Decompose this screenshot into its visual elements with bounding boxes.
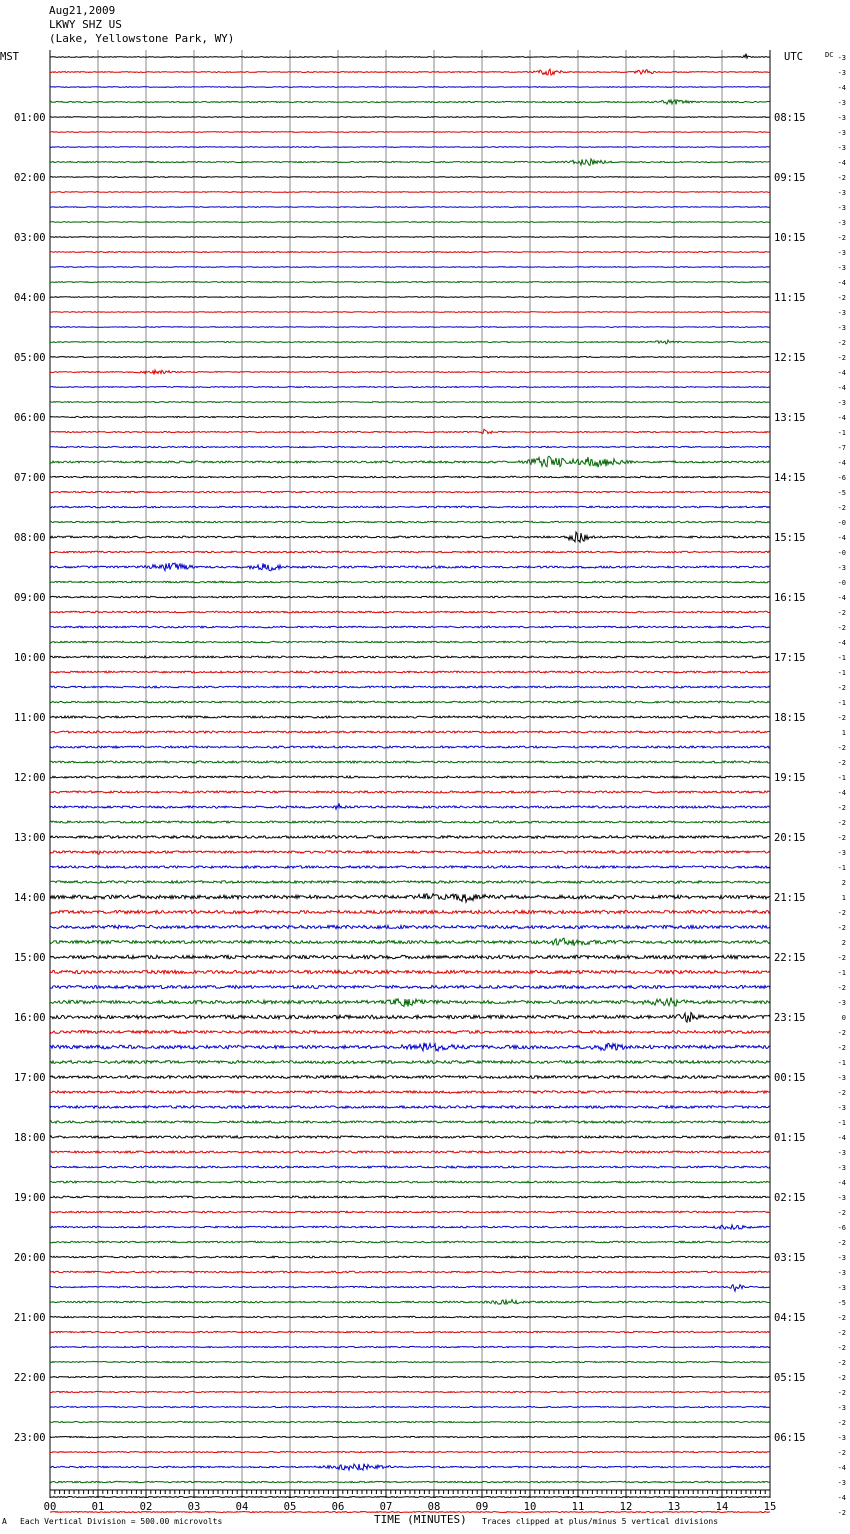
trace-row-71 <box>50 1121 770 1124</box>
trace-row-64 <box>50 1013 770 1023</box>
trace-row-81 <box>50 1271 770 1273</box>
trace-row-26 <box>50 446 770 447</box>
dc-offset-row-27: -4 <box>837 459 846 467</box>
trace-row-28 <box>50 476 770 478</box>
station-location: (Lake, Yellowstone Park, WY) <box>49 32 235 45</box>
trace-row-11 <box>50 222 770 223</box>
dc-offset-row-14: -3 <box>837 264 846 272</box>
dc-offset-row-59: 2 <box>841 939 846 947</box>
dc-offset-row-69: -2 <box>837 1089 846 1097</box>
utc-label-13:15: 13:15 <box>774 412 806 424</box>
trace-row-37 <box>50 611 770 613</box>
dc-offset-row-47: -2 <box>837 759 846 767</box>
dc-offset-row-44: -2 <box>837 714 846 722</box>
vertical-gridlines <box>50 50 770 1490</box>
dc-offset-row-43: -1 <box>837 699 846 707</box>
x-tick-label-06: 06 <box>331 1501 345 1513</box>
trace-row-23 <box>50 402 770 403</box>
dc-offset-row-37: -2 <box>837 609 846 617</box>
trace-row-79 <box>50 1241 770 1243</box>
x-axis-title: TIME (MINUTES) <box>374 1513 467 1526</box>
dc-offset-row-63: -3 <box>837 999 846 1007</box>
dc-offset-row-38: -2 <box>837 624 846 632</box>
trace-row-63 <box>50 998 770 1007</box>
trace-row-60 <box>50 955 770 959</box>
trace-row-33 <box>50 551 770 553</box>
mst-label-04:00: 04:00 <box>14 292 46 304</box>
trace-row-27 <box>50 456 770 467</box>
utc-label-20:15: 20:15 <box>774 832 806 844</box>
trace-row-41 <box>50 671 770 673</box>
trace-row-46 <box>50 746 770 748</box>
utc-label-19:15: 19:15 <box>774 772 806 784</box>
trace-row-8 <box>50 177 770 178</box>
trace-row-19 <box>50 340 770 344</box>
utc-hour-labels <box>774 112 806 1444</box>
dc-offset-row-21: -4 <box>837 369 846 377</box>
trace-row-34 <box>50 563 770 571</box>
dc-offset-row-68: -3 <box>837 1074 846 1082</box>
x-tick-label-11: 11 <box>571 1501 585 1513</box>
trace-row-31 <box>50 521 770 523</box>
dc-offset-row-23: -3 <box>837 399 846 407</box>
trace-row-16 <box>50 297 770 298</box>
mst-label-22:00: 22:00 <box>14 1372 46 1384</box>
dc-offset-row-88: -2 <box>837 1374 846 1382</box>
dc-offset-row-41: -1 <box>837 669 846 677</box>
x-tick-label-15: 15 <box>763 1501 777 1513</box>
trace-row-51 <box>50 821 770 823</box>
dc-offset-row-13: -3 <box>837 249 846 257</box>
utc-label-22:15: 22:15 <box>774 952 806 964</box>
utc-label-05:15: 05:15 <box>774 1372 806 1384</box>
dc-offset-row-60: -2 <box>837 954 846 962</box>
mst-label-13:00: 13:00 <box>14 832 46 844</box>
dc-offset-row-25: -1 <box>837 429 846 437</box>
trace-row-61 <box>50 970 770 973</box>
mst-label-14:00: 14:00 <box>14 892 46 904</box>
dc-offset-row-62: -2 <box>837 984 846 992</box>
mst-label-07:00: 07:00 <box>14 472 46 484</box>
x-tick-label-01: 01 <box>91 1501 105 1513</box>
dc-offset-row-20: -2 <box>837 354 846 362</box>
trace-row-36 <box>50 596 770 598</box>
trace-row-94 <box>50 1464 770 1470</box>
mst-label-20:00: 20:00 <box>14 1252 46 1264</box>
mst-label-17:00: 17:00 <box>14 1072 46 1084</box>
utc-label-14:15: 14:15 <box>774 472 806 484</box>
trace-row-52 <box>50 836 770 839</box>
x-tick-label-12: 12 <box>619 1501 633 1513</box>
utc-label-04:15: 04:15 <box>774 1312 806 1324</box>
dc-offset-row-96: -4 <box>837 1494 846 1502</box>
trace-row-9 <box>50 192 770 193</box>
dc-offset-row-7: -4 <box>837 159 846 167</box>
dc-offset-row-57: -2 <box>837 909 846 917</box>
utc-label-21:15: 21:15 <box>774 892 806 904</box>
dc-offset-row-9: -3 <box>837 189 846 197</box>
mst-label-02:00: 02:00 <box>14 172 46 184</box>
trace-row-58 <box>50 925 770 929</box>
trace-row-25 <box>50 429 770 433</box>
dc-offset-row-6: -3 <box>837 144 846 152</box>
utc-label-08:15: 08:15 <box>774 112 806 124</box>
trace-row-29 <box>50 491 770 493</box>
dc-offset-row-30: -2 <box>837 504 846 512</box>
trace-row-91 <box>50 1421 770 1422</box>
trace-row-73 <box>50 1151 770 1153</box>
dc-offset-row-17: -3 <box>837 309 846 317</box>
x-axis <box>44 1490 777 1513</box>
dc-offset-row-40: -1 <box>837 654 846 662</box>
dc-offset-row-84: -2 <box>837 1314 846 1322</box>
utc-label-09:15: 09:15 <box>774 172 806 184</box>
trace-row-59 <box>50 938 770 946</box>
dc-offset-row-78: -6 <box>837 1224 846 1232</box>
trace-row-18 <box>50 327 770 328</box>
trace-row-53 <box>50 851 770 855</box>
dc-offset-row-3: -3 <box>837 99 846 107</box>
dc-offset-row-0: -3 <box>837 54 846 62</box>
trace-row-86 <box>50 1346 770 1347</box>
trace-row-20 <box>50 356 770 357</box>
dc-offset-row-56: 1 <box>841 894 846 902</box>
mst-label-06:00: 06:00 <box>14 412 46 424</box>
dc-offset-row-82: -3 <box>837 1284 846 1292</box>
trace-row-14 <box>50 267 770 268</box>
mst-label-18:00: 18:00 <box>14 1132 46 1144</box>
trace-row-70 <box>50 1106 770 1109</box>
trace-row-93 <box>50 1451 770 1452</box>
trace-row-6 <box>50 147 770 148</box>
trace-row-38 <box>50 626 770 628</box>
x-tick-label-13: 13 <box>667 1501 681 1513</box>
dc-offset-row-81: -3 <box>837 1269 846 1277</box>
trace-row-40 <box>50 656 770 658</box>
dc-offset-row-33: -0 <box>837 549 846 557</box>
trace-row-35 <box>50 581 770 583</box>
trace-row-82 <box>50 1285 770 1292</box>
dc-offset-row-51: -2 <box>837 819 846 827</box>
dc-offset-row-53: -3 <box>837 849 846 857</box>
dc-offset-row-11: -3 <box>837 219 846 227</box>
mst-label-08:00: 08:00 <box>14 532 46 544</box>
trace-row-77 <box>50 1211 770 1213</box>
utc-label-02:15: 02:15 <box>774 1192 806 1204</box>
dc-offset-row-50: -2 <box>837 804 846 812</box>
trace-row-5 <box>50 132 770 133</box>
dc-offset-row-94: -4 <box>837 1464 846 1472</box>
dc-offset-row-45: 1 <box>841 729 846 737</box>
trace-row-72 <box>50 1136 770 1138</box>
utc-label-16:15: 16:15 <box>774 592 806 604</box>
dc-offset-row-12: -2 <box>837 234 846 242</box>
utc-label-11:15: 11:15 <box>774 292 806 304</box>
dc-offset-row-65: -2 <box>837 1029 846 1037</box>
x-tick-label-14: 14 <box>715 1501 729 1513</box>
trace-row-30 <box>50 506 770 508</box>
trace-row-1 <box>50 69 770 75</box>
trace-row-83 <box>50 1300 770 1305</box>
dc-offset-row-29: -5 <box>837 489 846 497</box>
trace-row-0 <box>50 54 770 59</box>
clip-note: Traces clipped at plus/minus 5 vertical divisions <box>482 1517 719 1526</box>
trace-row-95 <box>50 1481 770 1482</box>
right-timezone-label: UTC <box>784 51 803 63</box>
x-tick-label-07: 07 <box>379 1501 393 1513</box>
utc-label-12:15: 12:15 <box>774 352 806 364</box>
trace-row-24 <box>50 416 770 417</box>
trace-row-7 <box>50 159 770 165</box>
trace-row-39 <box>50 641 770 643</box>
utc-label-03:15: 03:15 <box>774 1252 806 1264</box>
dc-offset-row-49: -4 <box>837 789 846 797</box>
mst-label-12:00: 12:00 <box>14 772 46 784</box>
x-tick-label-04: 04 <box>235 1501 249 1513</box>
utc-label-23:15: 23:15 <box>774 1012 806 1024</box>
corner-mark: A <box>2 1517 7 1526</box>
trace-row-90 <box>50 1406 770 1407</box>
trace-row-45 <box>50 731 770 733</box>
trace-row-84 <box>50 1316 770 1317</box>
dc-offset-row-46: -2 <box>837 744 846 752</box>
trace-row-22 <box>50 386 770 387</box>
dc-offset-row-74: -3 <box>837 1164 846 1172</box>
dc-offset-row-64: 0 <box>841 1014 846 1022</box>
dc-offset-row-48: -1 <box>837 774 846 782</box>
trace-row-42 <box>50 686 770 688</box>
dc-offset-row-35: -0 <box>837 579 846 587</box>
mst-label-16:00: 16:00 <box>14 1012 46 1024</box>
trace-row-87 <box>50 1361 770 1362</box>
trace-row-56 <box>50 894 770 903</box>
trace-row-44 <box>50 716 770 718</box>
dc-offset-row-22: -4 <box>837 384 846 392</box>
dc-offset-row-83: -5 <box>837 1299 846 1307</box>
x-tick-label-00: 00 <box>43 1501 57 1513</box>
station-code: LKWY SHZ US <box>49 18 122 31</box>
left-timezone-label: MST <box>0 51 19 63</box>
dc-offset-row-66: -2 <box>837 1044 846 1052</box>
trace-row-69 <box>50 1091 770 1094</box>
dc-offset-row-52: -2 <box>837 834 846 842</box>
mst-label-03:00: 03:00 <box>14 232 46 244</box>
dc-offset-row-67: -1 <box>837 1059 846 1067</box>
trace-row-67 <box>50 1061 770 1064</box>
trace-row-43 <box>50 701 770 703</box>
trace-row-4 <box>50 117 770 118</box>
dc-offset-row-75: -4 <box>837 1179 846 1187</box>
mst-label-01:00: 01:00 <box>14 112 46 124</box>
trace-row-13 <box>50 252 770 253</box>
dc-offset-row-36: -4 <box>837 594 846 602</box>
trace-row-12 <box>50 237 770 238</box>
dc-offset-row-2: -4 <box>837 84 846 92</box>
utc-label-15:15: 15:15 <box>774 532 806 544</box>
x-tick-label-02: 02 <box>139 1501 153 1513</box>
dc-offset-row-19: -2 <box>837 339 846 347</box>
trace-row-88 <box>50 1376 770 1377</box>
dc-offset-row-54: -1 <box>837 864 846 872</box>
trace-row-49 <box>50 791 770 793</box>
scale-note: Each Vertical Division = 500.00 microvolts <box>20 1517 223 1526</box>
dc-offset-row-16: -2 <box>837 294 846 302</box>
trace-row-57 <box>50 910 770 913</box>
dc-offset-row-76: -3 <box>837 1194 846 1202</box>
dc-offset-row-90: -3 <box>837 1404 846 1412</box>
trace-row-74 <box>50 1166 770 1168</box>
dc-offset-row-1: -3 <box>837 69 846 77</box>
trace-row-32 <box>50 532 770 542</box>
plot-date: Aug21,2009 <box>49 4 116 17</box>
mst-label-21:00: 21:00 <box>14 1312 46 1324</box>
trace-row-2 <box>50 87 770 88</box>
dc-offset-row-26: -7 <box>837 444 846 452</box>
trace-row-68 <box>50 1076 770 1079</box>
dc-offset-row-5: -3 <box>837 129 846 137</box>
trace-row-92 <box>50 1436 770 1437</box>
dc-column-label: DC <box>825 51 834 59</box>
trace-row-50 <box>50 803 770 809</box>
trace-row-75 <box>50 1181 770 1183</box>
dc-offset-row-87: -2 <box>837 1359 846 1367</box>
x-tick-label-08: 08 <box>427 1501 441 1513</box>
trace-row-76 <box>50 1196 770 1198</box>
trace-row-3 <box>50 100 770 105</box>
dc-offset-row-89: -2 <box>837 1389 846 1397</box>
dc-offset-row-4: -3 <box>837 114 846 122</box>
dc-offset-row-61: -1 <box>837 969 846 977</box>
dc-offset-row-95: -3 <box>837 1479 846 1487</box>
mst-label-15:00: 15:00 <box>14 952 46 964</box>
trace-row-47 <box>50 761 770 763</box>
mst-label-05:00: 05:00 <box>14 352 46 364</box>
trace-row-62 <box>50 985 770 988</box>
mst-label-09:00: 09:00 <box>14 592 46 604</box>
dc-offset-row-80: -3 <box>837 1254 846 1262</box>
dc-offset-row-18: -3 <box>837 324 846 332</box>
trace-row-66 <box>50 1043 770 1051</box>
dc-offset-row-31: -0 <box>837 519 846 527</box>
dc-offset-row-77: -2 <box>837 1209 846 1217</box>
utc-label-17:15: 17:15 <box>774 652 806 664</box>
mst-label-23:00: 23:00 <box>14 1432 46 1444</box>
seismic-traces <box>50 54 770 1513</box>
dc-offset-row-72: -4 <box>837 1134 846 1142</box>
trace-row-65 <box>50 1030 770 1033</box>
x-tick-label-10: 10 <box>523 1501 537 1513</box>
trace-row-17 <box>50 312 770 313</box>
dc-offset-row-15: -4 <box>837 279 846 287</box>
trace-row-10 <box>50 207 770 208</box>
dc-offset-row-24: -4 <box>837 414 846 422</box>
mst-label-10:00: 10:00 <box>14 652 46 664</box>
dc-offset-row-28: -6 <box>837 474 846 482</box>
utc-label-18:15: 18:15 <box>774 712 806 724</box>
trace-row-21 <box>50 370 770 375</box>
trace-row-48 <box>50 776 770 778</box>
trace-row-96 <box>50 1497 770 1498</box>
dc-offset-row-91: -2 <box>837 1419 846 1427</box>
mst-label-11:00: 11:00 <box>14 712 46 724</box>
x-tick-label-05: 05 <box>283 1501 297 1513</box>
utc-label-01:15: 01:15 <box>774 1132 806 1144</box>
utc-label-00:15: 00:15 <box>774 1072 806 1084</box>
dc-offset-row-58: -2 <box>837 924 846 932</box>
trace-row-89 <box>50 1391 770 1392</box>
dc-offset-row-86: -2 <box>837 1344 846 1352</box>
dc-offset-row-97: -2 <box>837 1509 846 1517</box>
dc-offset-row-34: -3 <box>837 564 846 572</box>
dc-offset-row-55: 2 <box>841 879 846 887</box>
mst-label-19:00: 19:00 <box>14 1192 46 1204</box>
x-tick-label-09: 09 <box>475 1501 489 1513</box>
dc-offset-row-70: -3 <box>837 1104 846 1112</box>
dc-offset-row-73: -3 <box>837 1149 846 1157</box>
dc-offset-row-10: -3 <box>837 204 846 212</box>
dc-offset-row-93: -2 <box>837 1449 846 1457</box>
utc-label-06:15: 06:15 <box>774 1432 806 1444</box>
trace-row-85 <box>50 1331 770 1333</box>
dc-offset-row-42: -2 <box>837 684 846 692</box>
dc-offset-row-79: -2 <box>837 1239 846 1247</box>
dc-offset-row-85: -2 <box>837 1329 846 1337</box>
dc-offset-row-71: -1 <box>837 1119 846 1127</box>
dc-offset-row-32: -4 <box>837 534 846 542</box>
dc-offset-row-92: -3 <box>837 1434 846 1442</box>
dc-offset-row-8: -2 <box>837 174 846 182</box>
mst-hour-labels <box>14 112 46 1444</box>
trace-row-78 <box>50 1225 770 1230</box>
trace-row-15 <box>50 282 770 283</box>
dc-offset-labels <box>838 54 846 1517</box>
trace-row-80 <box>50 1256 770 1258</box>
dc-offset-row-39: -4 <box>837 639 846 647</box>
trace-row-55 <box>50 881 770 884</box>
utc-label-10:15: 10:15 <box>774 232 806 244</box>
trace-row-54 <box>50 866 770 869</box>
x-tick-label-03: 03 <box>187 1501 201 1513</box>
